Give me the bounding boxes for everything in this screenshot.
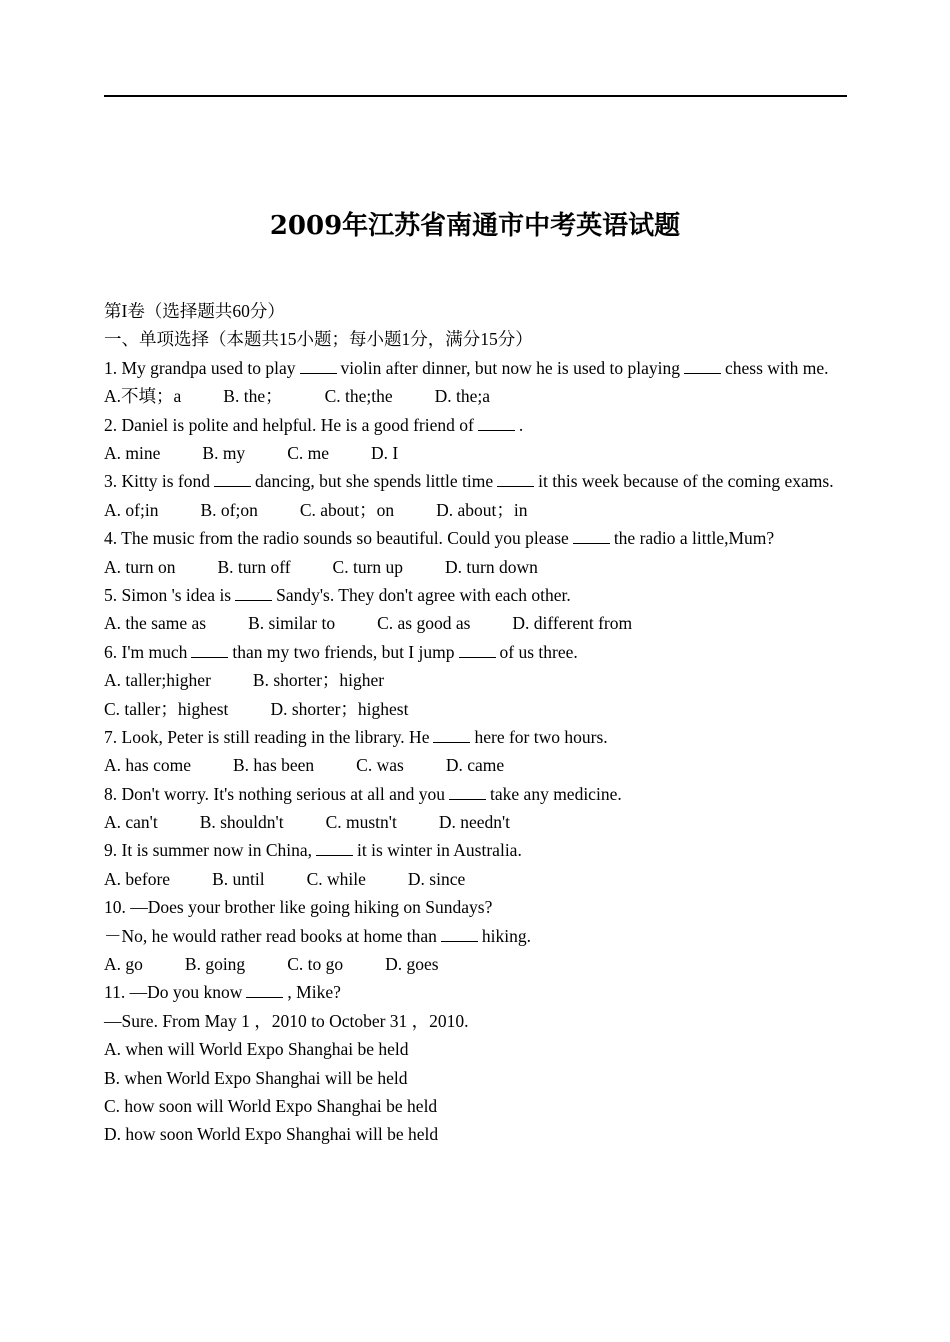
question-text: 3. Kitty is fond <box>104 471 210 492</box>
answer-blank <box>441 927 478 942</box>
question-5 <box>104 581 844 609</box>
answer-blank <box>478 416 515 431</box>
question-text: －No, he would rather read books at home than <box>104 925 437 946</box>
question-4 <box>104 524 844 552</box>
question-text: Sandy's. They don't agree with each other. <box>276 584 571 605</box>
question-text: 9. It is summer now in China, <box>104 840 313 861</box>
answer-blank <box>497 472 534 487</box>
option-a: A. can't <box>104 812 158 833</box>
question-text: it this week because of the coming exams. <box>538 471 834 492</box>
question-text: violin after dinner, but now he is used to playing <box>340 357 681 378</box>
option-c: C. while <box>306 868 366 889</box>
question-text: 7. Look, Peter is still reading in the library. He <box>104 726 430 747</box>
option-a: A. of;in <box>104 499 159 520</box>
option-a: A. the same as <box>104 613 207 634</box>
option-c: C. how soon will World Expo Shanghai be held <box>104 1095 438 1116</box>
option-d: D. different from <box>512 613 633 634</box>
question-text: it is winter in Australia. <box>357 840 522 861</box>
option-a: A. turn on <box>104 556 176 577</box>
question-text: dancing, but she spends little time <box>254 471 494 492</box>
header-rule <box>104 95 847 97</box>
option-a: A. mine <box>104 442 161 463</box>
question-text: chess with me. <box>725 357 829 378</box>
option-d: D. I <box>371 442 399 463</box>
question-9 <box>104 836 844 864</box>
option-c: C. about；on <box>299 499 395 520</box>
option-b: B. of;on <box>200 499 258 520</box>
option-d: D. the;a <box>434 386 491 407</box>
option-a: A. go <box>104 954 143 975</box>
question-text: . <box>518 414 524 435</box>
option-c: C. turn up <box>332 556 404 577</box>
question-2 <box>104 411 844 439</box>
option-b: B. similar to <box>248 613 336 634</box>
option-a: A. taller;higher <box>104 670 211 691</box>
option-b: B. shorter；higher <box>252 670 385 691</box>
option-d: D. came <box>445 755 505 776</box>
option-a: A.不填；a <box>104 386 182 407</box>
options-7 <box>104 751 844 779</box>
question-text: here for two hours. <box>474 726 608 747</box>
question-text: take any medicine. <box>490 783 622 804</box>
options-6b <box>104 695 844 723</box>
option-d: D. needn't <box>438 812 511 833</box>
question-text: the radio a little,Mum? <box>613 528 775 549</box>
option-d: D. shorter；highest <box>270 698 409 719</box>
options-2 <box>104 439 844 467</box>
answer-blank <box>214 472 251 487</box>
options-6a <box>104 666 844 694</box>
option-b: B. the； <box>223 386 283 407</box>
option-c: C. taller；highest <box>104 698 229 719</box>
question-10: 10. —Does your brother like going hiking on Sundays? <box>104 897 493 918</box>
part-heading: 一、单项选择（本题共15小题；每小题1分，满分15分） <box>104 329 533 350</box>
question-text: 1. My grandpa used to play <box>104 357 296 378</box>
answer-blank <box>684 359 721 374</box>
question-3 <box>104 467 844 495</box>
question-11 <box>104 978 844 1006</box>
option-d: D. turn down <box>445 556 538 577</box>
answer-blank <box>449 785 486 800</box>
answer-blank <box>300 359 337 374</box>
option-d: D. since <box>407 868 466 889</box>
question-8 <box>104 780 844 808</box>
options-5 <box>104 609 844 637</box>
option-c: C. mustn't <box>325 812 397 833</box>
option-c: C. as good as <box>377 613 471 634</box>
question-11-reply: —Sure. From May 1 ，2010 to October 31 ，2010. <box>104 1010 469 1031</box>
question-text: than my two friends, but I jump <box>232 641 455 662</box>
answer-blank <box>191 643 228 658</box>
question-text: hiking. <box>481 925 532 946</box>
question-text: 2. Daniel is polite and helpful. He is a good friend of <box>104 414 474 435</box>
option-a: A. has come <box>104 755 191 776</box>
answer-blank <box>235 586 272 601</box>
document-title: 2009年江苏省南通市中考英语试题 <box>269 211 681 241</box>
options-8 <box>104 808 844 836</box>
options-4 <box>104 553 844 581</box>
option-b: B. going <box>184 954 246 975</box>
option-a: A. when will World Expo Shanghai be held <box>104 1039 409 1060</box>
answer-blank <box>316 841 353 856</box>
option-d: D. how soon World Expo Shanghai will be held <box>104 1124 439 1145</box>
option-b: B. my <box>202 442 246 463</box>
exam-body <box>104 297 844 1149</box>
answer-blank <box>433 728 470 743</box>
question-text: 8. Don't worry. It's nothing serious at all and you <box>104 783 446 804</box>
answer-blank <box>459 643 496 658</box>
option-c: C. me <box>287 442 329 463</box>
options-9 <box>104 865 844 893</box>
option-b: B. when World Expo Shanghai will be held <box>104 1067 408 1088</box>
option-d: D. about；in <box>436 499 528 520</box>
question-1 <box>104 354 844 382</box>
answer-blank <box>246 983 283 998</box>
question-7 <box>104 723 844 751</box>
option-b: B. turn off <box>217 556 291 577</box>
option-c: C. was <box>356 755 404 776</box>
section-heading: 第I卷（选择题共60分） <box>104 301 285 321</box>
option-c: C. the;the <box>324 386 393 407</box>
question-text: 6. I'm much <box>104 641 188 662</box>
question-10-reply <box>104 922 844 950</box>
option-b: B. shouldn't <box>199 812 284 833</box>
question-text: , Mike? <box>287 982 341 1003</box>
options-1 <box>104 382 844 410</box>
option-c: C. to go <box>287 954 344 975</box>
question-text: 4. The music from the radio sounds so beautiful. Could you please <box>104 528 569 549</box>
option-b: B. until <box>212 868 265 889</box>
question-text: 5. Simon 's idea is <box>104 584 232 605</box>
question-6 <box>104 638 844 666</box>
question-text: of us three. <box>499 641 578 662</box>
option-a: A. before <box>104 868 171 889</box>
options-3 <box>104 496 844 524</box>
answer-blank <box>573 529 610 544</box>
question-text: 11. —Do you know <box>104 982 243 1003</box>
options-10 <box>104 950 844 978</box>
option-d: D. goes <box>385 954 439 975</box>
option-b: B. has been <box>233 755 315 776</box>
